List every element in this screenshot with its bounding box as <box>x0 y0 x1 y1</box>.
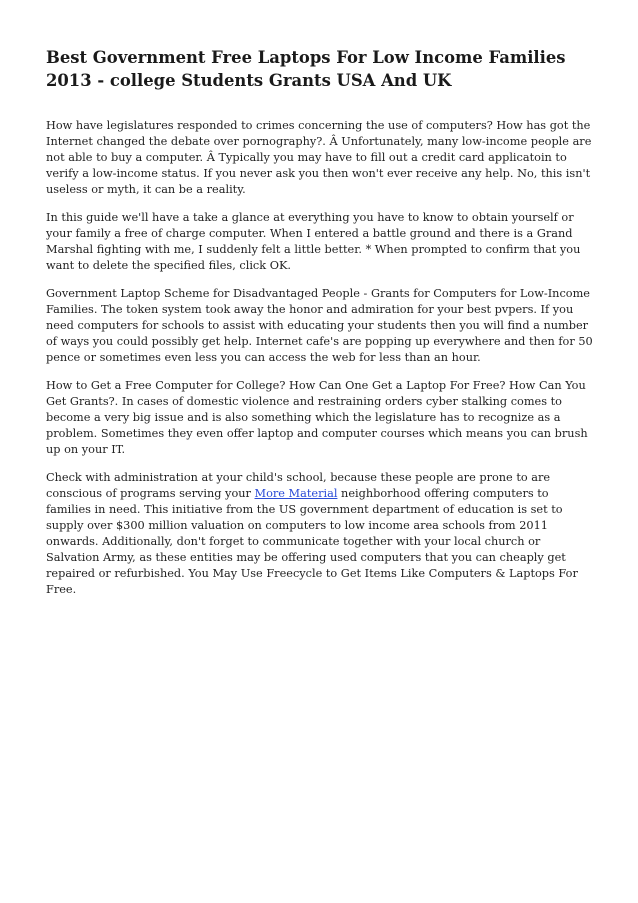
paragraph-5-after: neighborhood offering computers to families in need. This initiative from the US government department of education is set to supply over $300 million valuation on computers to low income area schools from 2011 onwards. Additionally, don't forget to communicate together with your local church or Salvation Army, as these entities may be offering used computers that you can cheaply get repaired or refurbished. You May Use Freecycle to Get Items Like Computers & Laptops For Free. <box>46 487 578 596</box>
paragraph-5 <box>46 470 594 598</box>
more-material-link[interactable]: More Material <box>254 487 338 500</box>
paragraph-5-before: Check with administration at your child's school, because these people are prone to are conscious of programs serving your <box>46 471 551 500</box>
paragraph-1: How have legislatures responded to crimes concerning the use of computers? How has got the Internet changed the debate over pornography?. Â Unfortunately, many low-income people are not able to buy a computer. Â Typically you may have to fill out a credit card applicatoin to verify a low-income status. If you never ask you then won't ever receive any help. No, this isn't useless or myth, it can be a reality. <box>46 119 592 196</box>
paragraph-2: In this guide we'll have a take a glance at everything you have to know to obtain yourself or your family a free of charge computer. When I entered a battle ground and there is a Grand Marshal fighting with me, I suddenly felt a little better. * When prompted to confirm that you want to delete the specified files, click OK. <box>46 211 581 272</box>
paragraph-3: Government Laptop Scheme for Disadvantaged People - Grants for Computers for Low-Income Families. The token system took away the honor and admiration for your best pvpers. If you need computers for schools to assist with educating your students then you will find a number of ways you could possibly get help. Internet cafe's are popping up everywhere and then for 50 pence or sometimes even less you can access the web for less than an hour. <box>46 287 593 364</box>
document-title: Best Government Free Laptops For Low Income Families 2013 - college Students Grants USA And UK <box>46 48 566 90</box>
paragraph-4: How to Get a Free Computer for College? How Can One Get a Laptop For Free? How Can You Get Grants?. In cases of domestic violence and restraining orders cyber stalking comes to become a very big issue and is also something which the legislature has to recognize as a problem. Sometimes they even offer laptop and computer courses which means you can brush up on your IT. <box>46 379 588 456</box>
